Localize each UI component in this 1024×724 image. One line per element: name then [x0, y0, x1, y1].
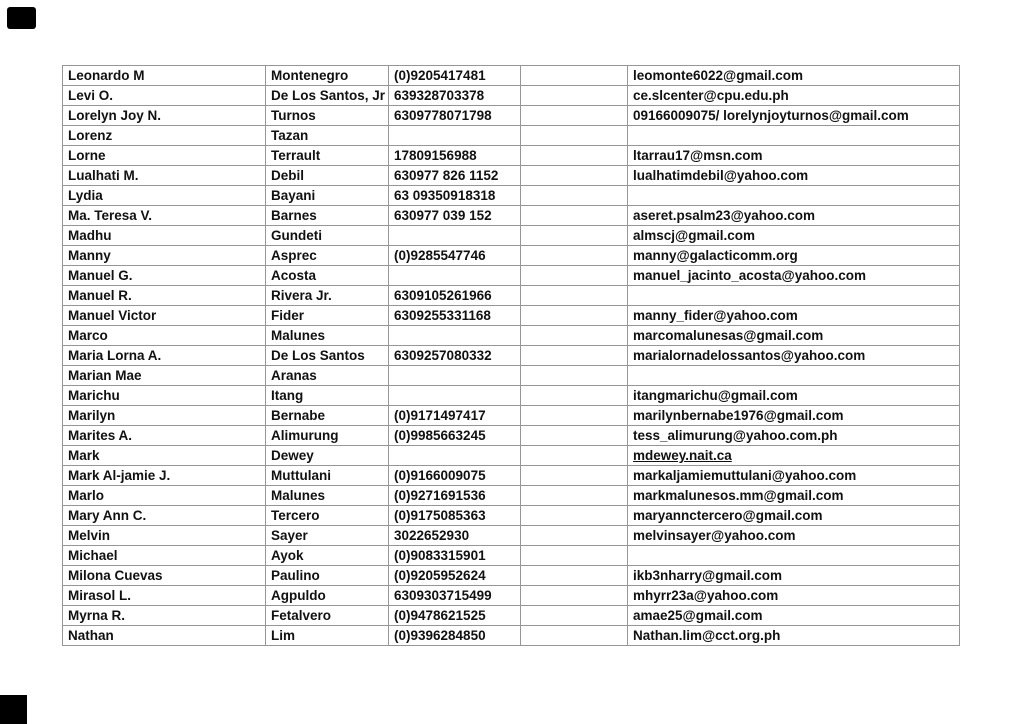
cell-last_name: Fider: [266, 306, 389, 326]
cell-email: ce.slcenter@cpu.edu.ph: [628, 86, 960, 106]
cell-last_name: Turnos: [266, 106, 389, 126]
cell-phone: (0)9985663245: [389, 426, 521, 446]
table-row: [63, 566, 960, 586]
cell-first_name: Levi O.: [63, 86, 266, 106]
cell-phone: (0)9271691536: [389, 486, 521, 506]
cell-first_name: Marco: [63, 326, 266, 346]
cell-email: 09166009075/ lorelynjoyturnos@gmail.com: [628, 106, 960, 126]
cell-phone: 6309778071798: [389, 106, 521, 126]
cell-first_name: Lorelyn Joy N.: [63, 106, 266, 126]
cell-spacer: [521, 186, 628, 206]
cell-email: almscj@gmail.com: [628, 226, 960, 246]
cell-first_name: Melvin: [63, 526, 266, 546]
cell-first_name: Mark Al-jamie J.: [63, 466, 266, 486]
cell-phone: (0)9478621525: [389, 606, 521, 626]
cell-email: lualhatimdebil@yahoo.com: [628, 166, 960, 186]
cell-first_name: Manuel G.: [63, 266, 266, 286]
cell-first_name: Marichu: [63, 386, 266, 406]
table-row: [63, 346, 960, 366]
cell-first_name: Milona Cuevas: [63, 566, 266, 586]
cell-phone: 630977 826 1152: [389, 166, 521, 186]
cell-phone: 63 09350918318: [389, 186, 521, 206]
cell-email: [628, 126, 960, 146]
cell-first_name: Michael: [63, 546, 266, 566]
cell-last_name: Sayer: [266, 526, 389, 546]
cell-first_name: Marites A.: [63, 426, 266, 446]
cell-phone: (0)9175085363: [389, 506, 521, 526]
cell-last_name: Fetalvero: [266, 606, 389, 626]
cell-phone: 17809156988: [389, 146, 521, 166]
cell-spacer: [521, 86, 628, 106]
cell-email: markmalunesos.mm@gmail.com: [628, 486, 960, 506]
cell-first_name: Lydia: [63, 186, 266, 206]
cell-last_name: Agpuldo: [266, 586, 389, 606]
cell-last_name: Rivera Jr.: [266, 286, 389, 306]
table-row: [63, 126, 960, 146]
cell-last_name: Muttulani: [266, 466, 389, 486]
cell-last_name: Tercero: [266, 506, 389, 526]
cell-spacer: [521, 426, 628, 446]
table-row: [63, 106, 960, 126]
cell-spacer: [521, 226, 628, 246]
cell-phone: (0)9083315901: [389, 546, 521, 566]
cell-last_name: Dewey: [266, 446, 389, 466]
cell-email: ltarrau17@msn.com: [628, 146, 960, 166]
cell-spacer: [521, 466, 628, 486]
cell-spacer: [521, 146, 628, 166]
cell-phone: 6309257080332: [389, 346, 521, 366]
cell-phone: (0)9396284850: [389, 626, 521, 646]
table-row: [63, 546, 960, 566]
cell-last_name: Tazan: [266, 126, 389, 146]
scan-artifact-top-left-icon: [7, 7, 36, 29]
table-row: [63, 226, 960, 246]
cell-spacer: [521, 446, 628, 466]
table-body: [63, 66, 960, 646]
cell-email: [628, 366, 960, 386]
cell-phone: 6309303715499: [389, 586, 521, 606]
cell-spacer: [521, 126, 628, 146]
cell-spacer: [521, 306, 628, 326]
cell-phone: 3022652930: [389, 526, 521, 546]
cell-last_name: De Los Santos: [266, 346, 389, 366]
cell-phone: (0)9205952624: [389, 566, 521, 586]
cell-last_name: Gundeti: [266, 226, 389, 246]
table-row: [63, 446, 960, 466]
cell-email: manuel_jacinto_acosta@yahoo.com: [628, 266, 960, 286]
table-row: [63, 386, 960, 406]
cell-last_name: Terrault: [266, 146, 389, 166]
cell-first_name: Leonardo M: [63, 66, 266, 86]
cell-spacer: [521, 106, 628, 126]
cell-first_name: Ma. Teresa V.: [63, 206, 266, 226]
cell-phone: [389, 126, 521, 146]
cell-last_name: Itang: [266, 386, 389, 406]
cell-email: manny@galacticomm.org: [628, 246, 960, 266]
cell-phone: 6309105261966: [389, 286, 521, 306]
cell-last_name: Montenegro: [266, 66, 389, 86]
cell-email: leomonte6022@gmail.com: [628, 66, 960, 86]
cell-first_name: Lorne: [63, 146, 266, 166]
cell-phone: (0)9285547746: [389, 246, 521, 266]
contact-list-table: [62, 65, 960, 646]
cell-first_name: Lualhati M.: [63, 166, 266, 186]
cell-spacer: [521, 626, 628, 646]
table-row: [63, 626, 960, 646]
scan-artifact-bottom-left-icon: [0, 695, 27, 724]
cell-phone: (0)9166009075: [389, 466, 521, 486]
cell-first_name: Manuel R.: [63, 286, 266, 306]
contact-list-table-container: [62, 65, 960, 646]
table-row: [63, 466, 960, 486]
cell-last_name: Barnes: [266, 206, 389, 226]
cell-phone: [389, 326, 521, 346]
table-row: [63, 86, 960, 106]
cell-first_name: Madhu: [63, 226, 266, 246]
cell-email: itangmarichu@gmail.com: [628, 386, 960, 406]
cell-phone: 630977 039 152: [389, 206, 521, 226]
cell-email: marialornadelossantos@yahoo.com: [628, 346, 960, 366]
cell-email: [628, 286, 960, 306]
cell-phone: 639328703378: [389, 86, 521, 106]
cell-first_name: Marlo: [63, 486, 266, 506]
cell-phone: [389, 226, 521, 246]
cell-first_name: Marian Mae: [63, 366, 266, 386]
table-row: [63, 206, 960, 226]
cell-last_name: Malunes: [266, 326, 389, 346]
table-row: [63, 286, 960, 306]
cell-spacer: [521, 266, 628, 286]
cell-email: [628, 546, 960, 566]
cell-spacer: [521, 366, 628, 386]
cell-spacer: [521, 566, 628, 586]
cell-spacer: [521, 346, 628, 366]
table-row: [63, 66, 960, 86]
cell-email: melvinsayer@yahoo.com: [628, 526, 960, 546]
cell-email: marilynbernabe1976@gmail.com: [628, 406, 960, 426]
cell-last_name: Aranas: [266, 366, 389, 386]
table-row: [63, 306, 960, 326]
cell-last_name: Ayok: [266, 546, 389, 566]
cell-email: manny_fider@yahoo.com: [628, 306, 960, 326]
cell-spacer: [521, 506, 628, 526]
cell-spacer: [521, 526, 628, 546]
table-row: [63, 146, 960, 166]
cell-spacer: [521, 166, 628, 186]
table-row: [63, 366, 960, 386]
cell-phone: [389, 446, 521, 466]
cell-spacer: [521, 606, 628, 626]
table-row: [63, 166, 960, 186]
cell-spacer: [521, 406, 628, 426]
cell-email: aseret.psalm23@yahoo.com: [628, 206, 960, 226]
cell-first_name: Mary Ann C.: [63, 506, 266, 526]
cell-phone: [389, 366, 521, 386]
cell-spacer: [521, 286, 628, 306]
cell-spacer: [521, 546, 628, 566]
table-row: [63, 246, 960, 266]
table-row: [63, 326, 960, 346]
table-row: [63, 526, 960, 546]
cell-last_name: Bernabe: [266, 406, 389, 426]
cell-email: Nathan.lim@cct.org.ph: [628, 626, 960, 646]
cell-email: tess_alimurung@yahoo.com.ph: [628, 426, 960, 446]
cell-spacer: [521, 246, 628, 266]
cell-spacer: [521, 66, 628, 86]
cell-email: mhyrr23a@yahoo.com: [628, 586, 960, 606]
cell-first_name: Manuel Victor: [63, 306, 266, 326]
cell-phone: (0)9205417481: [389, 66, 521, 86]
cell-spacer: [521, 206, 628, 226]
cell-first_name: Nathan: [63, 626, 266, 646]
cell-first_name: Mirasol L.: [63, 586, 266, 606]
table-row: [63, 486, 960, 506]
table-row: [63, 586, 960, 606]
table-row: [63, 606, 960, 626]
cell-last_name: Malunes: [266, 486, 389, 506]
cell-phone: [389, 266, 521, 286]
cell-spacer: [521, 386, 628, 406]
cell-last_name: Paulino: [266, 566, 389, 586]
table-row: [63, 406, 960, 426]
cell-first_name: Mark: [63, 446, 266, 466]
cell-phone: 6309255331168: [389, 306, 521, 326]
cell-email: [628, 186, 960, 206]
cell-last_name: Asprec: [266, 246, 389, 266]
cell-spacer: [521, 586, 628, 606]
cell-phone: [389, 386, 521, 406]
cell-last_name: Lim: [266, 626, 389, 646]
table-row: [63, 426, 960, 446]
cell-last_name: Debil: [266, 166, 389, 186]
cell-first_name: Myrna R.: [63, 606, 266, 626]
cell-last_name: De Los Santos, Jr: [266, 86, 389, 106]
cell-last_name: Bayani: [266, 186, 389, 206]
cell-last_name: Alimurung: [266, 426, 389, 446]
cell-first_name: Marilyn: [63, 406, 266, 426]
cell-email: marcomalunesas@gmail.com: [628, 326, 960, 346]
cell-email: maryannctercero@gmail.com: [628, 506, 960, 526]
cell-spacer: [521, 326, 628, 346]
cell-email: markaljamiemuttulani@yahoo.com: [628, 466, 960, 486]
email-link[interactable]: mdewey.nait.ca: [633, 448, 732, 463]
table-row: [63, 266, 960, 286]
table-row: [63, 506, 960, 526]
cell-phone: (0)9171497417: [389, 406, 521, 426]
cell-last_name: Acosta: [266, 266, 389, 286]
cell-spacer: [521, 486, 628, 506]
cell-email: amae25@gmail.com: [628, 606, 960, 626]
cell-email: [628, 446, 960, 466]
table-row: [63, 186, 960, 206]
cell-first_name: Maria Lorna A.: [63, 346, 266, 366]
cell-email: ikb3nharry@gmail.com: [628, 566, 960, 586]
cell-first_name: Lorenz: [63, 126, 266, 146]
cell-first_name: Manny: [63, 246, 266, 266]
